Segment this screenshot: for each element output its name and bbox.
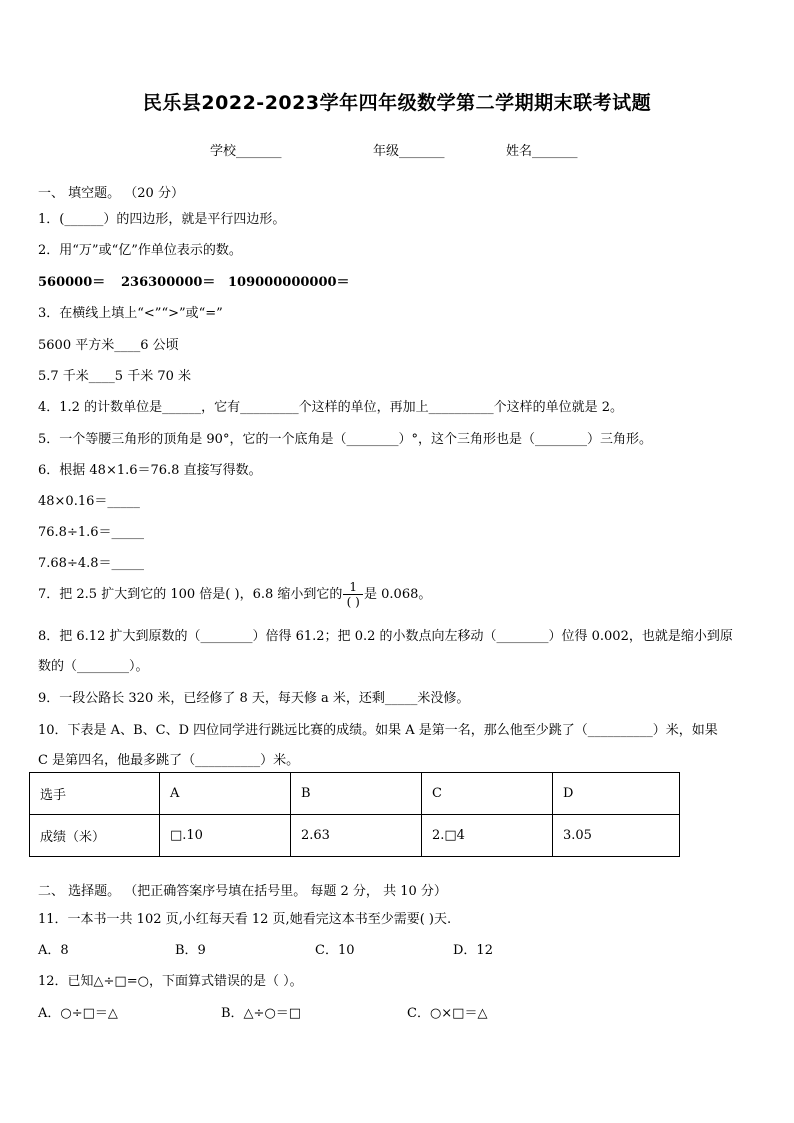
question-2-item-2: 236300000＝ (121, 275, 216, 290)
table-header-cell: A (160, 773, 291, 815)
grade-field: 年级_______ (373, 144, 445, 159)
table-header-cell: C (422, 773, 553, 815)
question-6-b: 76.8÷1.6＝_____ (38, 525, 145, 540)
question-7-end: 是 0.068。 (364, 587, 432, 602)
question-9: 9．一段公路长 320 米，已经修了 8 天，每天修 a 米，还剩_____米没修。 (38, 691, 470, 706)
page-title: 民乐县2022-2023学年四年级数学第二学期期末联考试题 (142, 92, 652, 114)
question-8-line-1: 8．把 6.12 扩大到原数的（________）倍得 61.2；把 0.2 的小数点向左移动（________）位得 0.002，也就是缩小到原 (38, 629, 733, 644)
table-header-row (30, 773, 680, 815)
section1-heading: 一、 填空题。 （20 分） (38, 186, 184, 201)
question-11-option-a: A．8 (38, 943, 69, 958)
question-6: 6．根据 48×1.6＝76.8 直接写得数。 (38, 463, 262, 478)
question-4: 4．1.2 的计数单位是______，它有_________个这样的单位，再加上__________个这样的单位就是 2。 (38, 400, 623, 415)
fraction-denominator: ( ) (346, 595, 360, 609)
question-11-option-b: B．9 (175, 943, 206, 958)
question-2-item-1: 560000＝ (38, 275, 106, 290)
question-6-a: 48×0.16＝_____ (38, 494, 140, 509)
question-2-item-3: 109000000000＝ (228, 275, 350, 290)
table-cell: □.10 (160, 815, 291, 857)
question-11-option-d: D．12 (453, 943, 493, 958)
question-5: 5．一个等腰三角形的顶角是 90°，它的一个底角是（________）°，这个三角形也是（________）三角形。 (38, 432, 652, 447)
question-7-fraction (343, 580, 363, 609)
table-header-cell: D (553, 773, 680, 815)
score-table (29, 772, 680, 857)
question-12-option-c: C．○×□＝△ (407, 1006, 488, 1021)
question-11-option-c: C．10 (315, 943, 355, 958)
fraction-numerator: 1 (343, 580, 363, 595)
question-11: 11．一本书一共 102 页,小红每天看 12 页,她看完这本书至少需要( )天. (38, 912, 452, 927)
school-field: 学校_______ (210, 144, 282, 159)
table-header-cell: 选手 (30, 773, 160, 815)
table-row (30, 815, 680, 857)
question-12-option-b: B．△÷○＝□ (221, 1006, 302, 1021)
question-2: 2．用“万”或“亿”作单位表示的数。 (38, 243, 242, 258)
question-7-text: 7．把 2.5 扩大到它的 100 倍是( )，6.8 缩小到它的 (38, 587, 343, 602)
table-cell: 2.63 (291, 815, 422, 857)
question-1: 1．(______）的四边形，就是平行四边形。 (38, 212, 286, 227)
table-header-cell: B (291, 773, 422, 815)
question-12: 12．已知△÷□=○，下面算式错误的是（ ）。 (38, 974, 303, 989)
section2-heading: 二、 选择题。 （把正确答案序号填在括号里。 每题 2 分， 共 10 分） (38, 884, 447, 899)
name-field: 姓名_______ (506, 144, 578, 159)
question-12-option-a: A．○÷□＝△ (38, 1006, 118, 1021)
question-8-line-2: 数的（________）。 (38, 659, 149, 674)
table-cell: 成绩（米） (30, 815, 160, 857)
table-cell: 2.□4 (422, 815, 553, 857)
question-3: 3．在横线上填上“<”“>”或“=” (38, 306, 223, 321)
question-3-b: 5.7 千米____5 千米 70 米 (38, 369, 192, 384)
question-10-line-1: 10．下表是 A、B、C、D 四位同学进行跳远比赛的成绩。如果 A 是第一名，那么他至少跳了（__________）米，如果 (38, 723, 718, 738)
question-7 (38, 580, 431, 609)
table-cell: 3.05 (553, 815, 680, 857)
question-10-line-2: C 是第四名，他最多跳了（__________）米。 (38, 753, 300, 768)
question-3-a: 5600 平方米____6 公顷 (38, 338, 179, 353)
question-6-c: 7.68÷4.8＝_____ (38, 556, 145, 571)
